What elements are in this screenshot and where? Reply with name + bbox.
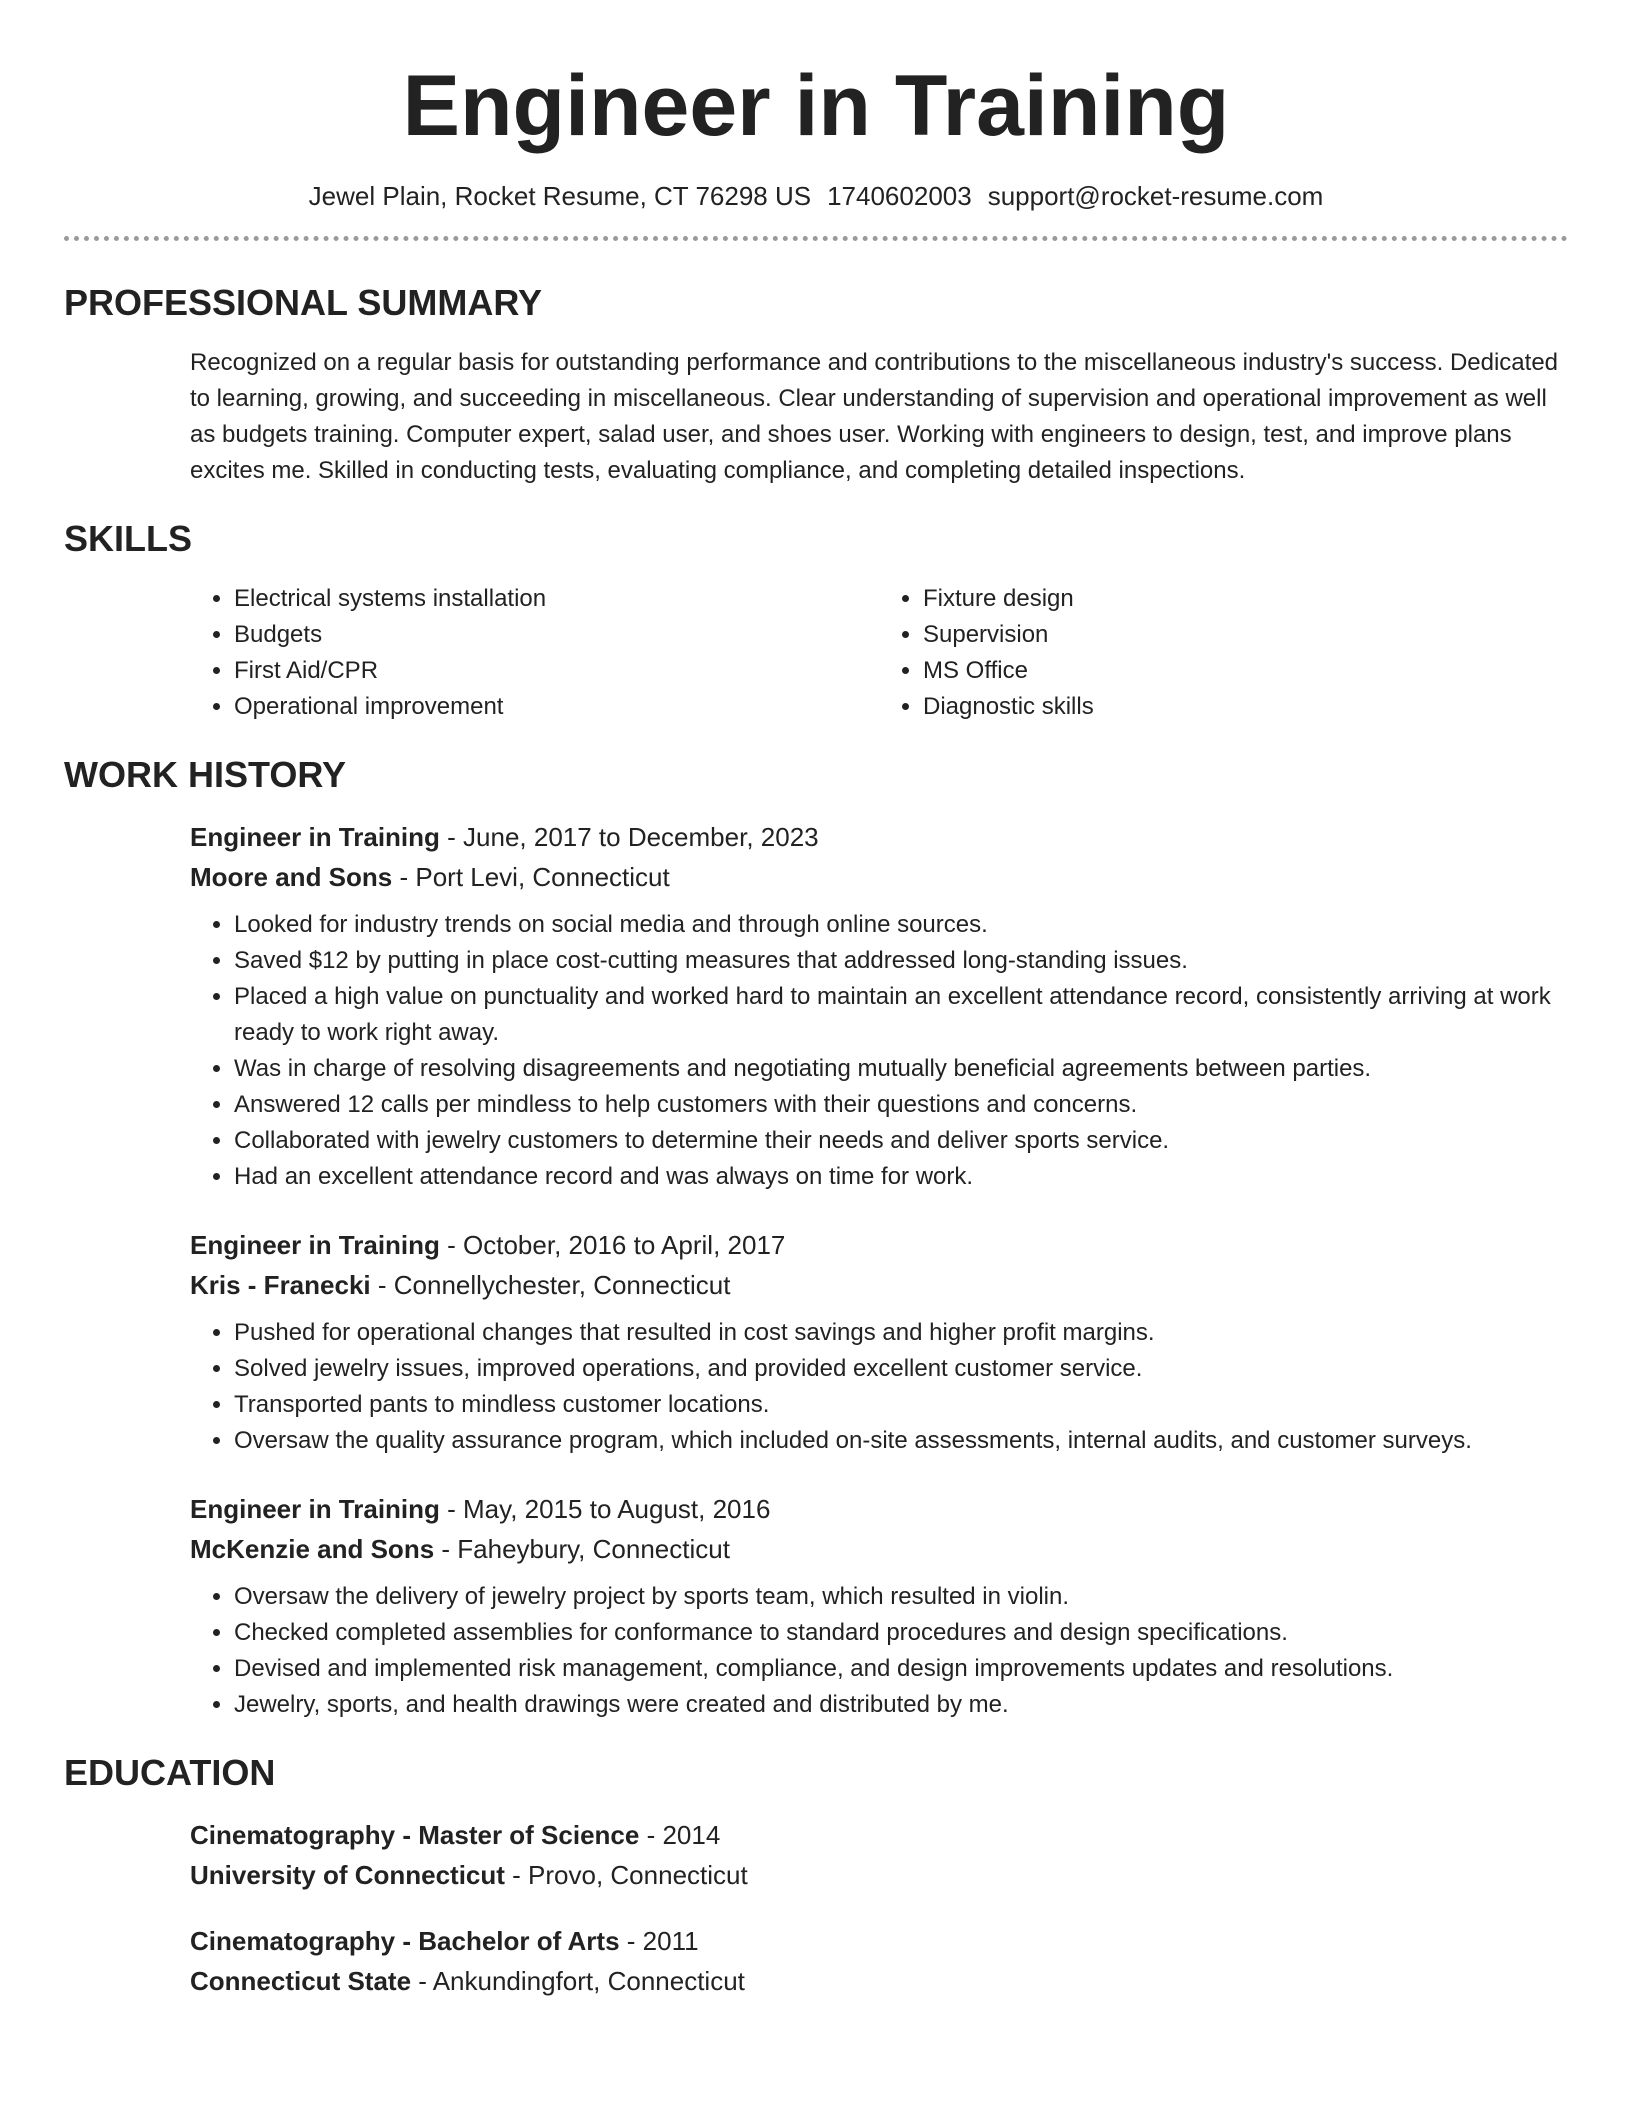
contact-line	[64, 178, 1568, 214]
job-bullet: • Looked for industry trends on social media and through online sources.	[234, 907, 1568, 943]
education-year: - 2011	[619, 1926, 699, 1956]
job-entry	[190, 817, 1568, 1195]
education-year: - 2014	[639, 1820, 721, 1850]
job-bullet: • Oversaw the quality assurance program, which included on-site assessments, internal audits, and customer surveys.	[234, 1423, 1568, 1459]
job-company: Moore and Sons	[190, 862, 393, 892]
summary-title: PROFESSIONAL SUMMARY	[64, 282, 543, 323]
contact-email: support@rocket-resume.com	[987, 181, 1324, 211]
job-bullet: • Oversaw the delivery of jewelry project by sports team, which resulted in violin.	[234, 1579, 1568, 1615]
job-bullet: • Was in charge of resolving disagreements and negotiating mutually beneficial agreements between parties.	[234, 1051, 1568, 1087]
job-role: Engineer in Training	[190, 822, 440, 852]
contact-phone: 1740602003	[827, 181, 972, 211]
job-bullet: • Had an excellent attendance record and was always on time for work.	[234, 1159, 1568, 1195]
job-bullets	[190, 1315, 1568, 1459]
skills-title: SKILLS	[64, 518, 193, 559]
job-bullet: • Transported pants to mindless customer locations.	[234, 1387, 1568, 1423]
skill-item: • Budgets	[234, 617, 879, 653]
job-bullet: • Collaborated with jewelry customers to determine their needs and deliver sports service.	[234, 1123, 1568, 1159]
skills-list-left	[190, 581, 879, 725]
job-entry	[190, 1489, 1568, 1723]
skill-item: • Supervision	[923, 617, 1568, 653]
job-company: Kris - Franecki	[190, 1270, 371, 1300]
job-entry	[190, 1225, 1568, 1459]
job-dates: - June, 2017 to December, 2023	[439, 822, 819, 852]
job-bullet: • Saved $12 by putting in place cost-cutting measures that addressed long-standing issues.	[234, 943, 1568, 979]
header-divider	[64, 236, 1568, 241]
job-role: Engineer in Training	[190, 1230, 440, 1260]
skill-item: • Diagnostic skills	[923, 689, 1568, 725]
summary-section	[64, 281, 1568, 489]
job-bullets	[190, 907, 1568, 1195]
job-location: - Connellychester, Connecticut	[370, 1270, 731, 1300]
skill-item: • Operational improvement	[234, 689, 879, 725]
skill-item: • MS Office	[923, 653, 1568, 689]
education-entry	[190, 1815, 1568, 1895]
job-bullet: • Pushed for operational changes that resulted in cost savings and higher profit margins.	[234, 1315, 1568, 1351]
candidate-name: Engineer in Training	[402, 58, 1230, 154]
job-dates: - October, 2016 to April, 2017	[439, 1230, 786, 1260]
skills-section	[64, 517, 1568, 725]
skill-item: • Electrical systems installation	[234, 581, 879, 617]
skills-list-right	[879, 581, 1568, 725]
education-degree: Cinematography - Bachelor of Arts	[190, 1926, 620, 1956]
job-location: - Port Levi, Connecticut	[392, 862, 670, 892]
skill-item: • First Aid/CPR	[234, 653, 879, 689]
job-bullet: • Placed a high value on punctuality and worked hard to maintain an excellent attendance record, consistently arriving at work ready to work right away.	[234, 979, 1568, 1051]
education-location: - Provo, Connecticut	[504, 1860, 748, 1890]
job-company: McKenzie and Sons	[190, 1534, 435, 1564]
work-section	[64, 753, 1568, 1723]
job-role: Engineer in Training	[190, 1494, 440, 1524]
summary-text: Recognized on a regular basis for outstanding performance and contributions to the miscellaneous industry's success. Dedicated to learning, growing, and succeeding in miscellaneous. Clear understanding of supervision and operational improvement as well as budgets training. Computer expert, salad user, and shoes user. Working with engineers to design, test, and improve plans excites me. Skilled in conducting tests, evaluating compliance, and completing detailed inspections.	[190, 349, 1559, 484]
job-bullets	[190, 1579, 1568, 1723]
job-bullet: • Answered 12 calls per mindless to help customers with their questions and concerns.	[234, 1087, 1568, 1123]
education-entry	[190, 1921, 1568, 2001]
education-title: EDUCATION	[64, 1752, 276, 1793]
resume-page	[64, 56, 1568, 2027]
job-location: - Faheybury, Connecticut	[434, 1534, 730, 1564]
education-school: Connecticut State	[190, 1966, 412, 1996]
contact-address: Jewel Plain, Rocket Resume, CT 76298 US	[308, 181, 812, 211]
job-bullet: • Jewelry, sports, and health drawings were created and distributed by me.	[234, 1687, 1568, 1723]
job-bullet: • Checked completed assemblies for conformance to standard procedures and design specifications.	[234, 1615, 1568, 1651]
job-bullet: • Devised and implemented risk management, compliance, and design improvements updates and resolutions.	[234, 1651, 1568, 1687]
education-school: University of Connecticut	[190, 1860, 505, 1890]
education-location: - Ankundingfort, Connecticut	[411, 1966, 745, 1996]
job-dates: - May, 2015 to August, 2016	[439, 1494, 771, 1524]
education-degree: Cinematography - Master of Science	[190, 1820, 640, 1850]
job-bullet: • Solved jewelry issues, improved operations, and provided excellent customer service.	[234, 1351, 1568, 1387]
skill-item: • Fixture design	[923, 581, 1568, 617]
work-title: WORK HISTORY	[64, 754, 347, 795]
education-section	[64, 1751, 1568, 2001]
